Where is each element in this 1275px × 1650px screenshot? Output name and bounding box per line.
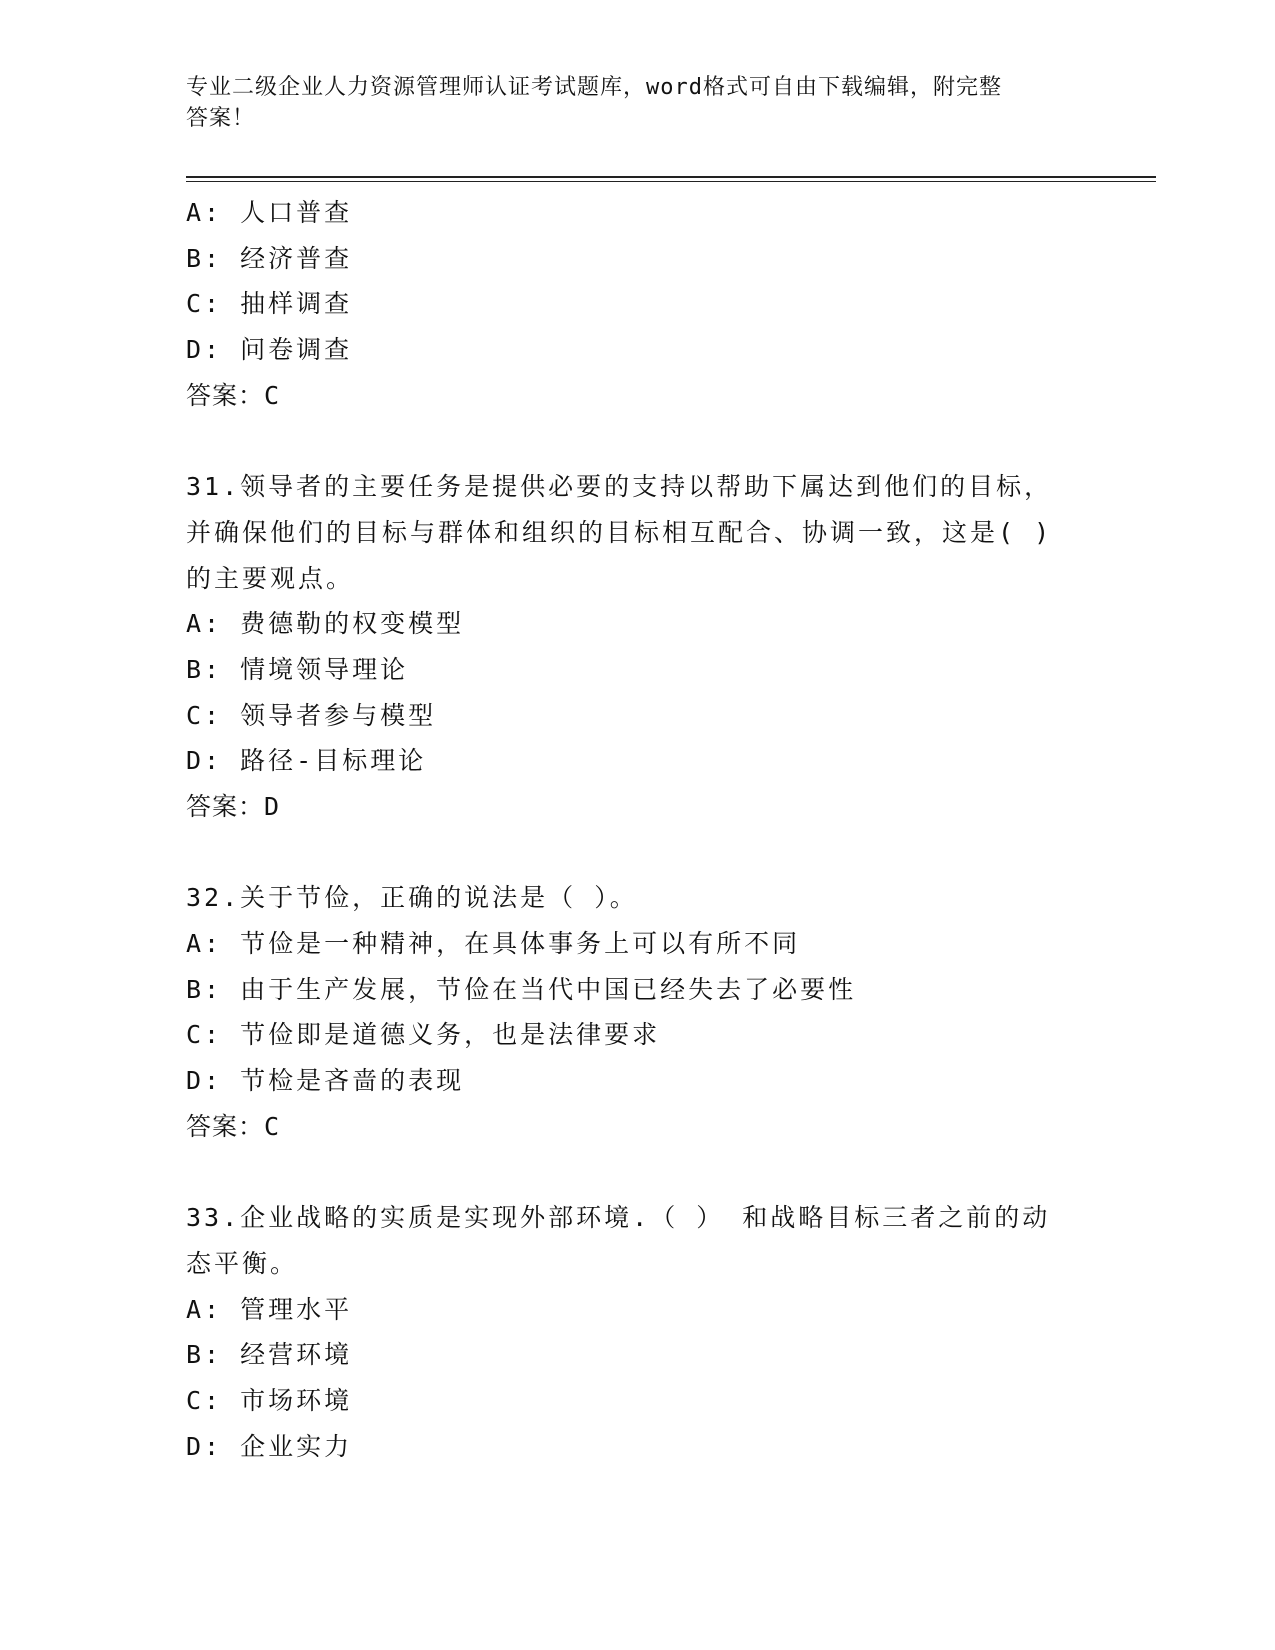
option-b: B: 经济普查 xyxy=(186,243,353,273)
question-text-line: 32.关于节俭，正确的说法是（ ）。 xyxy=(186,883,638,913)
option-b: B: 由于生产发展，节俭在当代中国已经失去了必要性 xyxy=(186,974,857,1004)
answer-line: 答案：C xyxy=(186,1111,281,1141)
question-block xyxy=(186,1195,1086,1469)
option-b: B: 经营环境 xyxy=(186,1340,353,1370)
option-d: D: 路径-目标理论 xyxy=(186,746,427,776)
option-c: C: 抽样调查 xyxy=(186,289,353,319)
option-d: D: 节检是吝啬的表现 xyxy=(186,1066,465,1096)
header-line-2: 答案！ xyxy=(186,106,256,131)
block-spacer xyxy=(186,1149,1086,1195)
option-c: C: 领导者参与模型 xyxy=(186,700,437,730)
question-block xyxy=(186,464,1086,830)
header-divider-thin xyxy=(186,181,1156,182)
question-text-line: 并确保他们的目标与群体和组织的目标相互配合、协调一致，这是( ) xyxy=(186,517,1053,547)
header-divider-thick xyxy=(186,176,1156,178)
document-header xyxy=(186,72,1066,134)
question-text-line: 的主要观点。 xyxy=(186,563,355,593)
option-a: A: 人口普查 xyxy=(186,198,353,227)
option-d: D: 企业实力 xyxy=(186,1431,353,1461)
question-list xyxy=(186,190,1086,1469)
question-text-line: 33.企业战略的实质是实现外部环境.（ ） 和战略目标三者之前的动 xyxy=(186,1203,1051,1233)
option-b: B: 情境领导理论 xyxy=(186,654,409,684)
option-c: C: 节俭即是道德义务，也是法律要求 xyxy=(186,1020,661,1050)
question-text-line: 态平衡。 xyxy=(186,1248,299,1278)
option-d: D: 问卷调查 xyxy=(186,335,353,365)
option-a: A: 管理水平 xyxy=(186,1294,353,1324)
question-text-line: 31.领导者的主要任务是提供必要的支持以帮助下属达到他们的目标， xyxy=(186,472,1053,502)
block-spacer xyxy=(186,418,1086,464)
question-block xyxy=(186,875,1086,1149)
question-block xyxy=(186,190,1086,418)
option-a: A: 节俭是一种精神，在具体事务上可以有所不同 xyxy=(186,929,801,958)
option-c: C: 市场环境 xyxy=(186,1385,353,1415)
answer-line: 答案：C xyxy=(186,380,281,410)
answer-line: 答案：D xyxy=(186,791,281,821)
block-spacer xyxy=(186,830,1086,876)
header-line-1: 专业二级企业人力资源管理师认证考试题库，word格式可自由下载编辑，附完整 xyxy=(186,75,1002,100)
option-a: A: 费德勒的权变模型 xyxy=(186,609,465,639)
